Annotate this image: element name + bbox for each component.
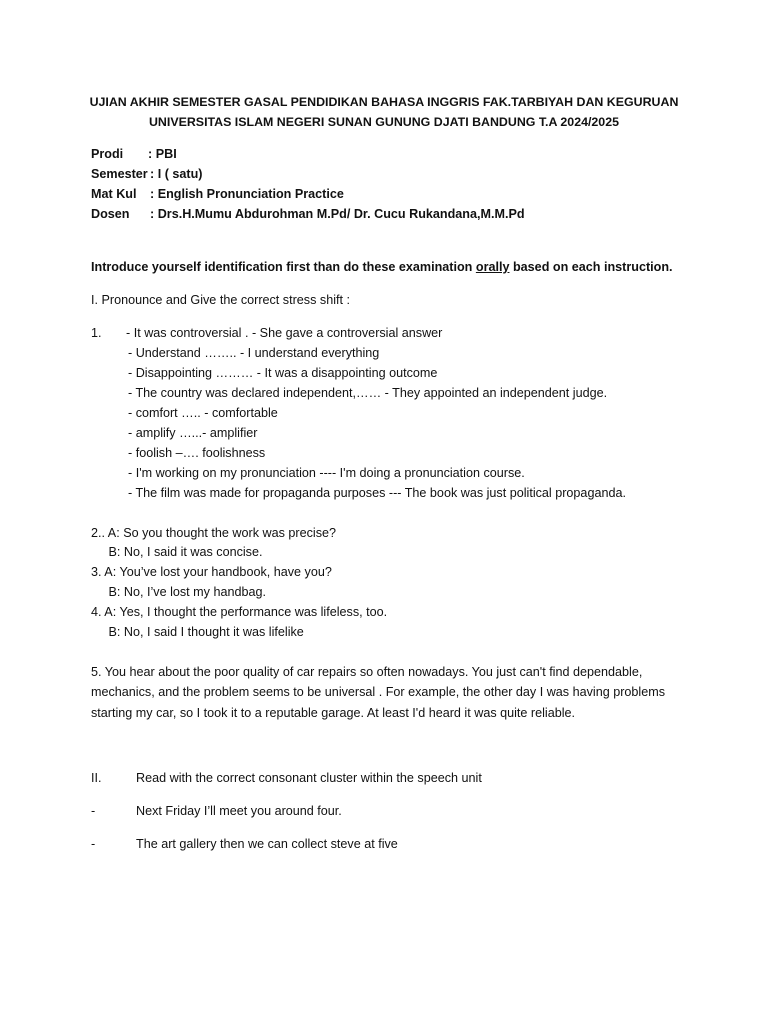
dialogue-line: B: No, I said it was concise.: [91, 545, 263, 559]
dialogue-line: 4. A: Yes, I thought the performance was lifeless, too.: [91, 605, 388, 619]
q1-item: - amplify …...- amplifier: [128, 426, 258, 440]
section2-bullet: -: [91, 837, 96, 851]
prodi-value: : PBI: [148, 147, 177, 161]
semester-label: Semester: [91, 167, 148, 181]
q1-item: - The film was made for propaganda purposes --- The book was just political propaganda.: [128, 486, 626, 500]
q5-line: starting my car, so I took it to a reputable garage. At least I'd heard it was quite reliable.: [91, 706, 576, 720]
section2-number: II.: [91, 771, 102, 785]
q1-item: - The country was declared independent,…… - They appointed an independent judge.: [128, 386, 608, 400]
q1-number: 1.: [91, 326, 102, 340]
dialogue-line: B: No, I’ve lost my handbag.: [91, 585, 266, 599]
matkul-value: : English Pronunciation Practice: [150, 187, 344, 201]
exam-title-line2: UNIVERSITAS ISLAM NEGERI SUNAN GUNUNG DJATI BANDUNG T.A 2024/2025: [148, 115, 619, 129]
dosen-label: Dosen: [91, 207, 130, 221]
dosen-value: : Drs.H.Mumu Abdurohman M.Pd/ Dr. Cucu Rukandana,M.M.Pd: [150, 207, 525, 221]
q5-line: mechanics, and the problem seems to be universal . For example, the other day I was having problems: [91, 685, 666, 699]
q5-line: 5. You hear about the poor quality of car repairs so often nowadays. You just can't find dependable,: [91, 665, 643, 679]
section2-item: Next Friday I’ll meet you around four.: [136, 804, 342, 818]
section2-heading: Read with the correct consonant cluster within the speech unit: [136, 771, 482, 785]
q1-item: - Disappointing ……… - It was a disappointing outcome: [128, 366, 438, 380]
instruction-line: [91, 260, 673, 274]
instruction-part1: Introduce yourself identification first than do these examination: [91, 260, 473, 274]
matkul-label: Mat Kul: [91, 187, 137, 201]
instruction-underlined: orally: [475, 260, 510, 274]
section2-item: The art gallery then we can collect steve at five: [136, 837, 398, 851]
q1-item: - It was controversial . - She gave a controversial answer: [126, 326, 443, 340]
section2-bullet: -: [91, 804, 96, 818]
instruction-part2: based on each instruction.: [512, 260, 673, 274]
q1-item: - foolish –…. foolishness: [128, 446, 266, 460]
dialogue-line: 3. A: You’ve lost your handbook, have you?: [91, 565, 332, 579]
section1-heading: I. Pronounce and Give the correct stress shift :: [91, 293, 350, 307]
q1-item: - I'm working on my pronunciation ---- I'm doing a pronunciation course.: [128, 466, 525, 480]
dialogue-line: B: No, I said I thought it was lifelike: [91, 625, 304, 639]
exam-title-line1: UJIAN AKHIR SEMESTER GASAL PENDIDIKAN BAHASA INGGRIS FAK.TARBIYAH DAN KEGURUAN: [89, 95, 679, 109]
semester-value: : I ( satu): [150, 167, 203, 181]
q1-item: - Understand …….. - I understand everything: [128, 346, 380, 360]
q1-item: - comfort ….. - comfortable: [128, 406, 278, 420]
prodi-label: Prodi: [91, 147, 124, 161]
dialogue-line: 2.. A: So you thought the work was precise?: [91, 526, 337, 540]
